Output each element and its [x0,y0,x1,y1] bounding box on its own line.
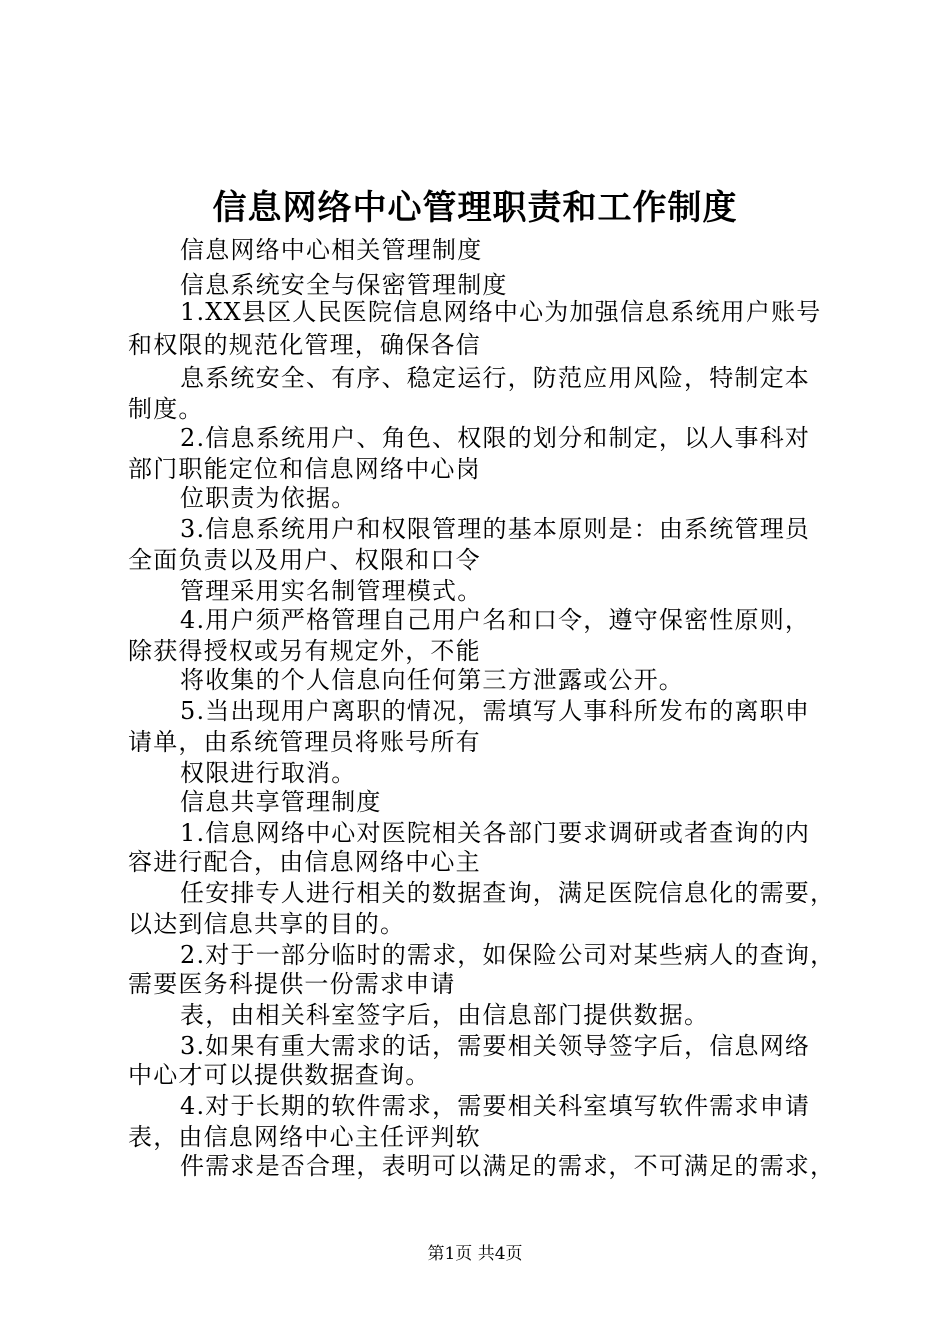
text-line: 4.对于长期的软件需求，需要相关科室填写软件需求申请 [180,1092,811,1120]
text-line: 表，由相关科室签字后，由信息部门提供数据。 [180,1001,710,1029]
text-line: 表，由信息网络中心主任评判软 [128,1123,481,1151]
text-line: 3.如果有重大需求的话，需要相关领导签字后，信息网络 [180,1032,811,1060]
text-line: 请单，由系统管理员将账号所有 [128,728,481,756]
text-line: 权限进行取消。 [180,759,357,787]
text-line: 中心才可以提供数据查询。 [128,1061,431,1089]
text-line: 位职责为依据。 [180,484,357,512]
text-line: 容进行配合，由信息网络中心主 [128,848,481,876]
text-line: 信息网络中心相关管理制度 [180,236,483,264]
text-line: 以达到信息共享的目的。 [128,910,406,938]
text-line: 2.对于一部分临时的需求，如保险公司对某些病人的查询， [180,941,836,969]
text-line: 3.信息系统用户和权限管理的基本原则是：由系统管理员 [180,515,811,543]
text-line: 信息共享管理制度 [180,788,382,816]
text-line: 需要医务科提供一份需求申请 [128,970,456,998]
text-line: 将收集的个人信息向任何第三方泄露或公开。 [180,666,684,694]
text-line: 除获得授权或另有规定外，不能 [128,637,481,665]
page-footer: 第1页 共4页 [427,1244,523,1264]
text-line: 信息系统安全与保密管理制度 [180,271,508,299]
text-line: 5.当出现用户离职的情况，需填写人事科所发布的离职申 [180,697,811,725]
text-line: 管理采用实名制管理模式。 [180,577,483,605]
text-line: 息系统安全、有序、稳定运行，防范应用风险，特制定本 [180,364,810,392]
text-line: 部门职能定位和信息网络中心岗 [128,455,481,483]
text-line: 任安排专人进行相关的数据查询，满足医院信息化的需要， [180,879,836,907]
text-line: 2.信息系统用户、角色、权限的划分和制定，以人事科对 [180,424,811,452]
text-line: 4.用户须严格管理自己用户名和口令，遵守保密性原则， [180,606,811,634]
text-line: 1.XX县区人民医院信息网络中心为加强信息系统用户账号 [180,298,822,326]
text-line: 和权限的规范化管理，确保各信 [128,331,481,359]
text-line: 件需求是否合理，表明可以满足的需求，不可满足的需求， [180,1152,836,1180]
text-line: 全面负责以及用户、权限和口令 [128,546,481,574]
text-line: 1.信息网络中心对医院相关各部门要求调研或者查询的内 [180,819,811,847]
document-title: 信息网络中心管理职责和工作制度 [212,188,738,228]
text-line: 制度。 [128,395,204,423]
